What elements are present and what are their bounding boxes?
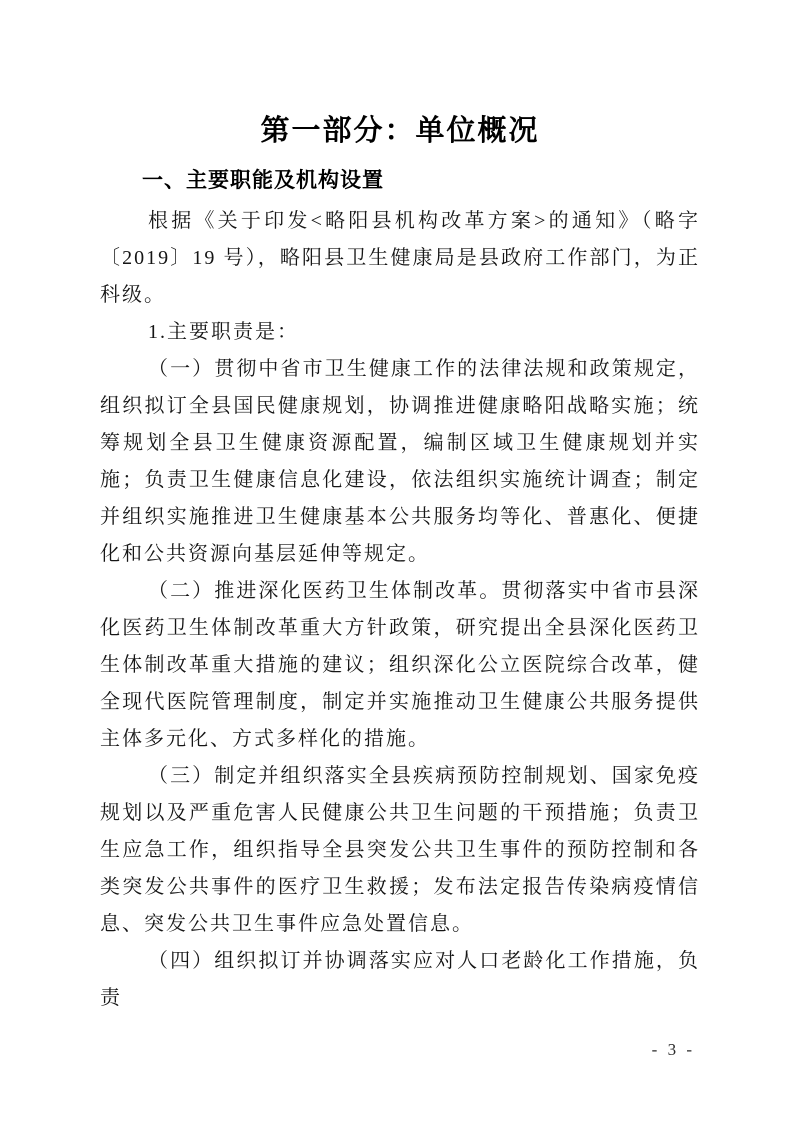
document-title: 第一部分：单位概况 [260, 115, 540, 147]
page-number: - 3 - [651, 1040, 695, 1059]
paragraph: 根据《关于印发<略阳县机构改革方案>的通知》（略字〔2019〕19 号），略阳县卫生健康局是县政府工作部门，为正科级。 [100, 210, 700, 306]
body-paragraphs [100, 203, 700, 1017]
paragraph: （四）组织拟订并协调落实应对人口老龄化工作措施，负责 [100, 950, 700, 1009]
paragraph: （一）贯彻中省市卫生健康工作的法律法规和政策规定，组织拟订全县国民健康规划，协调推进健康略阳战略实施；统筹规划全县卫生健康资源配置，编制区域卫生健康规划并实施；负责卫生健康信息化建设，依法组织实施统计调查；制定并组织实施推进卫生健康基本公共服务均等化、普惠化、便捷化和公共资源向基层延伸等规定。 [100, 358, 700, 565]
section-heading: 一、主要职能及机构设置 [142, 169, 384, 192]
document-content [100, 0, 700, 1017]
paragraph: 1.主要职责是： [148, 321, 299, 343]
paragraph: （三）制定并组织落实全县疾病预防控制规划、国家免疫规划以及严重危害人民健康公共卫生问题的干预措施；负责卫生应急工作，组织指导全县突发公共卫生事件的预防控制和各类突发公共事件的医疗卫生救援；发布法定报告传染病疫情信息、突发公共卫生事件应急处置信息。 [100, 765, 700, 935]
paragraph: （二）推进深化医药卫生体制改革。贯彻落实中省市县深化医药卫生体制改革重大方针政策，研究提出全县深化医药卫生体制改革重大措施的建议；组织深化公立医院综合改革，健全现代医院管理制度，制定并实施推动卫生健康公共服务提供主体多元化、方式多样化的措施。 [100, 580, 700, 750]
